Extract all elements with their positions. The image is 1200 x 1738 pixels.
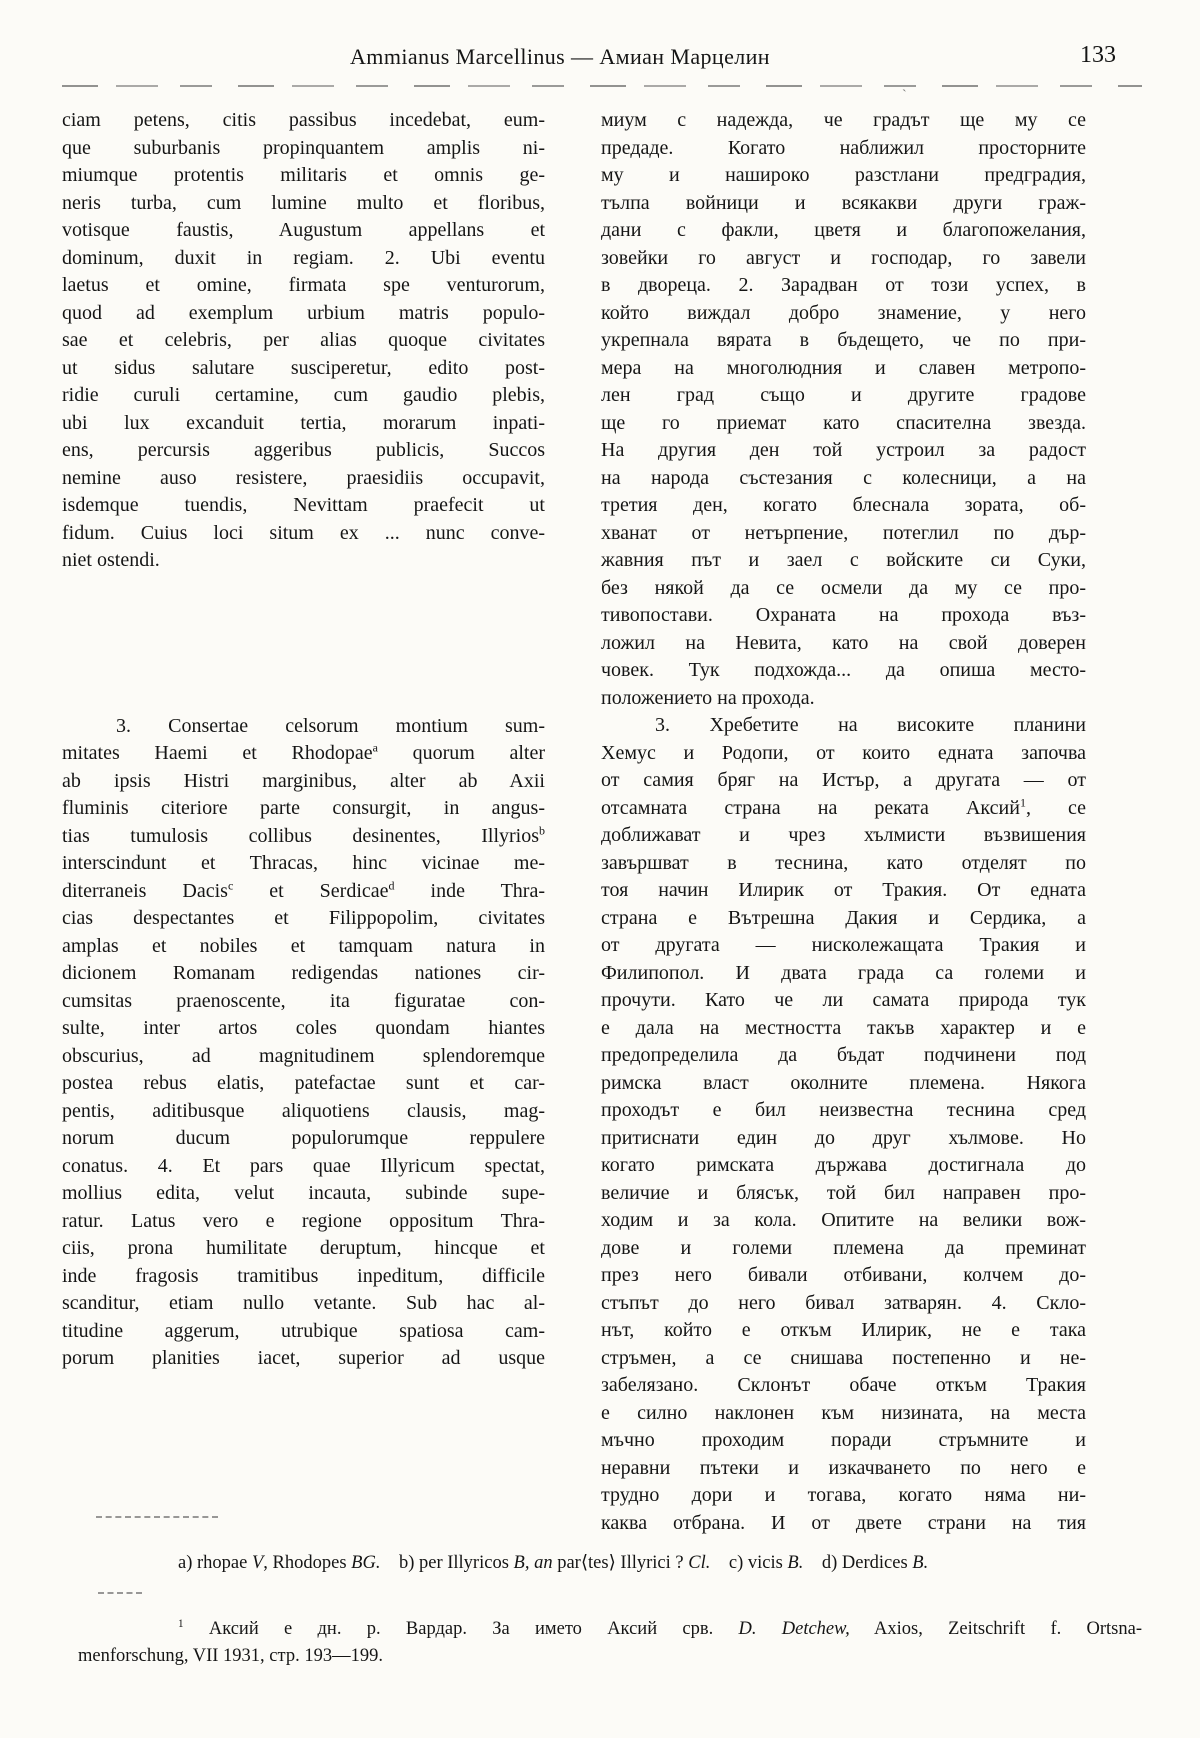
text-line: ciis, prona humilitate deruptum, hincque et [62,1237,545,1259]
text-line: ratur. Latus vero e regione oppositum Thra- [62,1209,545,1232]
text-line: mitates Haemi et Rhodopae$^a$ quorum alter [62,740,545,764]
text-line: fluminis citeriore parte consurgit, in angus- [62,797,545,819]
text-line: е силно наклонен към низината, на места [601,1401,1086,1424]
text-line: mollius edita, velut incauta, subinde supe- [62,1182,545,1204]
text-line: sulte, inter artos coles quondam hiantes [62,1017,545,1039]
text-line: ridie curuli certamine, cum gaudio plebis, [62,384,545,406]
text-line: ut sidus salutare susciperetur, edito post- [62,356,545,379]
text-line: interscindunt et Thracas, hinc vicinae me- [62,852,545,874]
text-run: par⟨tes⟩ Illyrici ? [552,1553,689,1573]
text-line: pentis, aditibusque aliquotiens clausis, mag- [62,1099,545,1122]
text-line: лен град също и другите градове [601,384,1086,406]
text-line: тивопостави. Охраната на прохода въз- [601,604,1086,626]
paragraph [601,712,1086,1537]
text-line: третия ден, когато блеснала зората, об- [601,494,1086,516]
text-line: cias despectantes et Filippopolim, civitates [62,907,545,929]
text-line: нът, който е откъм Илирик, не е така [601,1319,1086,1341]
text-run: c) vicis [710,1553,788,1573]
text-line: sae et celebris, per alias quoque civitates [62,329,545,351]
italic-text-run: B. [787,1553,804,1573]
text-line: завършват в теснина, като отделят по [601,851,1086,874]
text-line: cumsitas praenoscente, ita figuratae con- [62,989,545,1012]
text-line: ubi lux excanduit tertia, morarum inpati- [62,411,545,434]
text-line: предаде. Когато наближил просторните [601,136,1086,159]
italic-text-run: B. [912,1553,929,1573]
paragraph [62,107,545,575]
text-line: на народа състезания с колесници, а на [601,466,1086,489]
text-line: Филипопол. И двата града са големи и [601,961,1086,984]
text-line: obscurius, ad magnitudinem splendoremque [62,1044,545,1067]
text-line: мъчно проходим поради стръмните и [601,1429,1086,1451]
footnote-line: menforschung, VII 1931, стр. 193—199. [78,1646,383,1666]
text-line: niet ostendi. [62,549,160,571]
text-line: отсамната страна на реката Аксий$^1$, се [601,794,1087,819]
text-line: през него бивали отбивани, колчем до- [601,1264,1086,1286]
text-line: тълпа войници и всякакви други граж- [601,191,1086,214]
page-header [62,44,1142,78]
text-line: amplas et nobiles et tamquam natura in [62,934,545,957]
page-title: Ammianus Marcellinus — Амиан Марцелин [350,44,770,69]
scan-artifact [96,1516,218,1518]
text-line: dicionem Romanam redigendas nationes cir- [62,962,545,984]
text-line: човек. Тук подхожда... да опиша место- [601,659,1086,681]
text-line: от другата — нисколежащата Тракия и [601,934,1086,956]
apparatus-note [78,1551,1142,1576]
text-columns [62,107,1142,1537]
text-line: укрепнала вярата в бъдещето, че по при- [601,329,1086,351]
text-line: когато римската държава достигнала до [601,1154,1086,1176]
text-line: миум с надежда, че градът ще му се [601,109,1086,131]
text-line: от самия бряг на Истър, а другата — от [601,769,1086,791]
text-line: жавния път и заел с войските си Суки, [601,549,1086,571]
text-line: scanditur, etiam nullo vetante. Sub hac al- [62,1292,545,1314]
text-line: забелязано. Склонът обаче откъм Тракия [601,1374,1086,1396]
text-line: в двореца. 2. Зарадван от този успех, в [601,274,1086,296]
text-line: страна е Вътрешна Дакия и Сердика, а [601,906,1086,929]
italic-text-run: B, an [513,1553,553,1573]
text-line: е дала на местността такъв характер и е [601,1016,1086,1039]
text-line: votisque faustis, Augustum appellans et [62,219,545,241]
text-line: Хемус и Родопи, от които едната започва [601,741,1086,764]
footnote-line [78,1616,1142,1643]
text-line: ens, percursis aggeribus publicis, Succos [62,439,545,461]
text-line: предопределила да бъдат подчинени под [601,1044,1086,1066]
text-line: postea rebus elatis, patefactae sunt et car- [62,1072,545,1094]
text-line: дове и големи племена да преминат [601,1236,1086,1259]
italic-text-run: BG. [351,1553,381,1573]
text-line: зовейки го август и господар, го завели [601,246,1086,269]
text-line: хванат от нетърпение, потеглил по дър- [601,521,1086,544]
text-line: 3. Consertae celsorum montium sum- [116,714,545,737]
text-line: titudine aggerum, utrubique spatiosa cam- [62,1319,545,1342]
italic-text-run: Cl. [688,1553,711,1573]
text-line: que suburbanis propinquantem amplis ni- [62,136,545,159]
text-line: ложил на Невита, като на свой доверен [601,631,1086,654]
text-line: притиснати един до друг хълмове. Но [601,1126,1086,1149]
text-run: a) rhopae [178,1553,252,1573]
text-line: неравни пътеки и изкачването по него е [601,1456,1086,1479]
text-line: дани с факли, цветя и благопожелания, [601,219,1086,241]
text-line: 3. Хребетите на високите планини [655,714,1086,736]
text-line: miumque protentis militaris et omnis ge- [62,164,545,186]
text-line: quod ad exemplum urbium matris populo- [62,301,545,324]
italic-text-run: V [251,1553,264,1573]
text-run: d) Derdices [803,1553,913,1573]
text-run: , Rhodopes [263,1553,352,1573]
text-run: b) per Illyricos [380,1553,514,1573]
italic-text-run: D. Detchew, [738,1619,850,1639]
footnote [78,1616,1142,1670]
text-line: laetus et omine, firmata spe venturorum, [62,274,545,296]
text-line: ab ipsis Histri marginibus, alter ab Axii [62,769,545,792]
page-number: 133 [1080,42,1116,68]
column-spacer [62,575,545,713]
text-line: положението на прохода. [601,686,815,709]
text-line: стъпът до него бивал затварян. 4. Скло- [601,1291,1086,1314]
header-rule [62,85,1142,87]
text-line: norum ducum populorumque reppulere [62,1127,545,1149]
text-line: трудно дори и тогава, когато няма ни- [601,1484,1086,1506]
text-line: ciam petens, citis passibus incedebat, eum- [62,109,545,131]
text-run: Axios, Zeitschrift f. Ortsna- [849,1619,1142,1639]
text-line: каква отбрана. И от двете страни на тия [601,1511,1086,1534]
text-line: nemine auso resistere, praesidiis occupavit, [62,466,545,489]
text-line: ще го приемат като спасителна звезда. [601,411,1086,434]
text-line: без някой да се осмели да му се про- [601,576,1086,599]
scan-speck: ` [902,88,907,103]
text-line: мера на многолюдния и славен метропо- [601,356,1086,379]
text-line: тоя начин Илирик от Тракия. От едната [601,879,1086,901]
paragraph [62,713,545,1373]
text-line: isdemque tuendis, Nevittam praefecit ut [62,494,545,516]
text-line: dominum, duxit in regiam. 2. Ubi eventu [62,246,545,269]
text-line: ходим и за кола. Опитите на велики вож- [601,1209,1086,1231]
text-line: доближават и чрез хълмисти възвишения [601,824,1086,846]
text-line: porum planities iacet, superior ad usque [62,1347,545,1369]
text-line: На другия ден той устроил за радост [601,439,1086,461]
text-line: му и нашироко разстлани предградия, [601,164,1086,186]
text-line: fidum. Cuius loci situm ex ... nunc conve- [62,521,545,544]
scan-artifact [98,1592,142,1594]
paragraph [601,107,1086,712]
text-line: прочути. Като че ли самата природа тук [601,989,1086,1011]
text-line: римска власт околните племена. Някога [601,1071,1086,1094]
text-run: $^1$ Аксий е дн. р. Вардар. За името Аксий срв. [178,1617,739,1639]
text-line: neris turba, cum lumine multo et floribus, [62,191,545,214]
text-line: проходът е бил неизвестна теснина сред [601,1099,1086,1121]
text-line: inde fragosis tramitibus inpeditum, difficile [62,1264,545,1287]
text-line: conatus. 4. Et pars quae Illyricum spectat, [62,1154,545,1177]
bulgarian-column [601,107,1086,1537]
text-line: който виждал добро знамение, у него [601,301,1086,324]
text-line: величие и блясък, той бил направен про- [601,1181,1086,1204]
text-line: tias tumulosis collibus desinentes, Illyrios$^b$ [62,822,545,847]
text-line: стръмен, а се снишава постепенно и не- [601,1346,1086,1369]
latin-column [62,107,545,1537]
text-line: diterraneis Dacis$^c$ et Serdicae$^d$ inde Thra- [62,877,545,902]
